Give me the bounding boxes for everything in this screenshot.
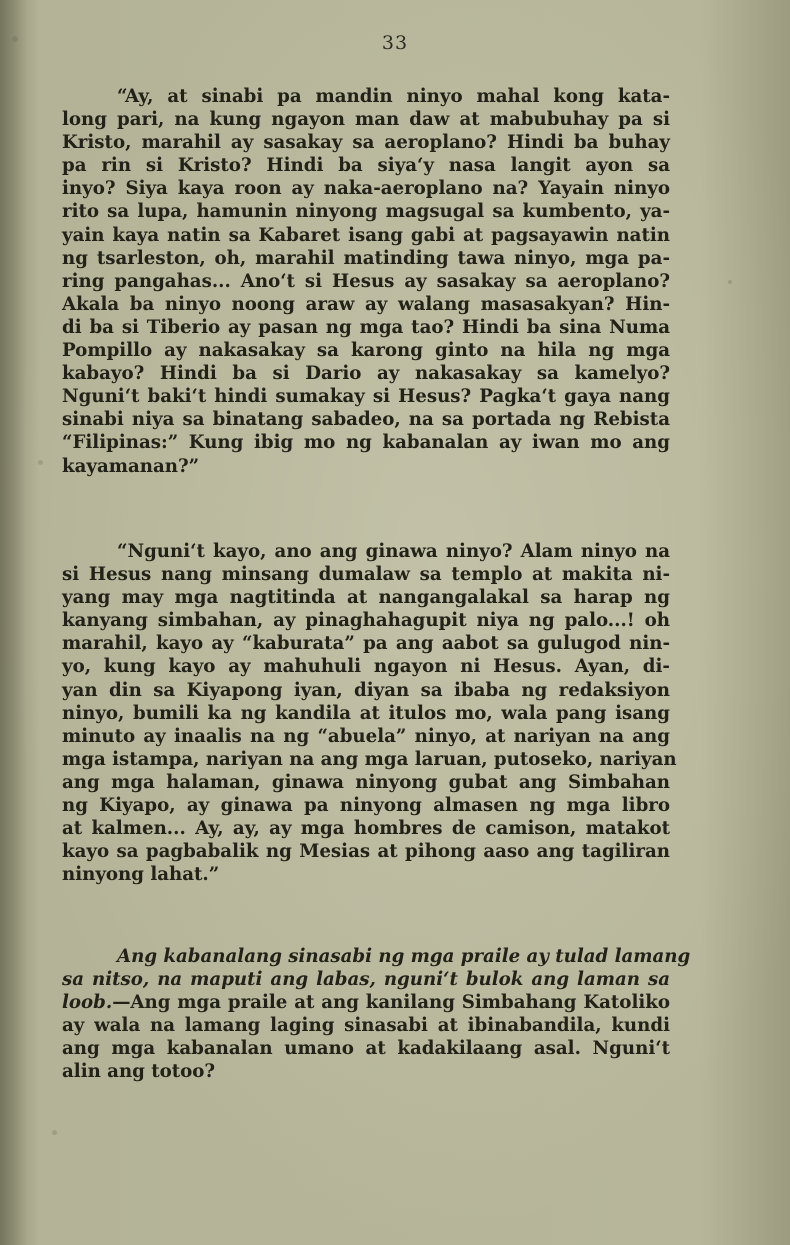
text-line: ng Kiyapo, ay ginawa pa ninyong almasen ng mga libro [62,795,670,817]
text-line-italic: sa nitso, na maputi ang labas, nguni‘t bulok ang laman sa [62,969,670,991]
text-line-mixed [62,991,670,1014]
text-line: kayo sa pagbabalik ng Mesias at pihong aaso ang tagiliran [62,841,670,863]
text-line: kanyang simbahan, ay pinaghahagupit niya ng palo...! oh [62,610,670,632]
text-line: minuto ay inaalis na ng “abuela” ninyo, at nariyan na ang [62,725,670,747]
text-line: long pari, na kung ngayon man daw at mabubuhay pa si [62,109,670,131]
page-number: 33 [381,32,409,54]
text-line: ninyong lahat.” [62,864,220,886]
text-line: yan din sa Kiyapong iyan, diyan sa ibaba ng redaksiyon [62,679,670,701]
text-fragment: —Ang mga praile at ang kanilang Simbahang Katoliko [112,992,670,1014]
text-line: kayamanan?” [62,455,200,477]
text-line: ninyo, bumili ka ng kandila at itulos mo, wala pang isang [62,702,670,724]
text-line: si Hesus nang minsang dumalaw sa templo at makita ni- [62,564,670,586]
text-line: yain kaya natin sa Kabaret isang gabi at pagsayawin natin [62,224,670,246]
text-line: ay wala na lamang laging sinasabi at ibinabandila, kundi [62,1015,670,1037]
paragraph-2 [62,540,677,886]
text-line: ng tsarleston, oh, marahil matinding tawa ninyo, mga pa- [62,247,670,269]
text-line: “Filipinas:” Kung ibig mo ng kabanalan ay iwan mo ang [62,432,670,454]
text-line: yo, kung kayo ay mahuhuli ngayon ni Hesus. Ayan, di- [62,656,670,678]
italic-lead-word: loob. [62,992,113,1014]
text-line: at kalmen... Ay, ay, ay mga hombres de camison, matakot [62,818,670,840]
paper-spot [12,36,18,42]
text-line: Nguni‘t baki‘t hindi sumakay si Hesus? Pagka‘t gaya nang [62,386,670,408]
text-line: kabayo? Hindi ba si Dario ay nakasakay sa kamelyo? [62,363,670,385]
text-line-italic: Ang kabanalang sinasabi ng mga praile ay tulad lamang [117,946,691,967]
paper-spot [38,460,43,465]
text-line: di ba si Tiberio ay pasan ng mga tao? Hindi ba sina Numa [62,316,670,338]
paragraph-3 [62,945,691,1084]
text-line: “Ay, at sinabi pa mandin ninyo mahal kong kata- [117,86,670,107]
page-edge-shadow [0,0,26,1245]
text-line: rito sa lupa, hamunin ninyong magsugal sa kumbento, ya- [62,201,670,223]
text-line: “Nguni‘t kayo, ano ang ginawa ninyo? Alam ninyo na [117,541,670,562]
paragraph-1 [62,85,670,478]
paper-spot [52,1130,57,1135]
text-line: Akala ba ninyo noong araw ay walang masasakyan? Hin- [62,293,670,315]
text-line: ang mga kabanalan umano at kadakilaang asal. Nguni‘t [62,1038,670,1060]
text-line: inyo? Siya kaya roon ay naka-aeroplano na? Yayain ninyo [62,178,670,200]
text-line: alin ang totoo? [62,1061,216,1083]
text-line: Kristo, marahil ay sasakay sa aeroplano? Hindi ba buhay [62,132,670,154]
text-line: marahil, kayo ay “kaburata” pa ang aabot sa gulugod nin- [62,633,670,655]
text-line: ang mga halaman, ginawa ninyong gubat ang Simbahan [62,771,670,793]
text-line: sinabi niya sa binatang sabadeo, na sa portada ng Rebista [62,409,670,431]
text-line: mga istampa, nariyan na ang mga laruan, putoseko, nariyan [62,748,677,770]
text-line: Pompillo ay nakasakay sa karong ginto na hila ng mga [62,340,670,362]
text-line: pa rin si Kristo? Hindi ba siya‘y nasa langit ayon sa [62,155,670,177]
text-line: yang may mga nagtitinda at nangangalakal sa harap ng [62,587,670,609]
paper-spot [728,280,732,284]
text-line: ring pangahas... Ano‘t si Hesus ay sasakay sa aeroplano? [62,270,670,292]
